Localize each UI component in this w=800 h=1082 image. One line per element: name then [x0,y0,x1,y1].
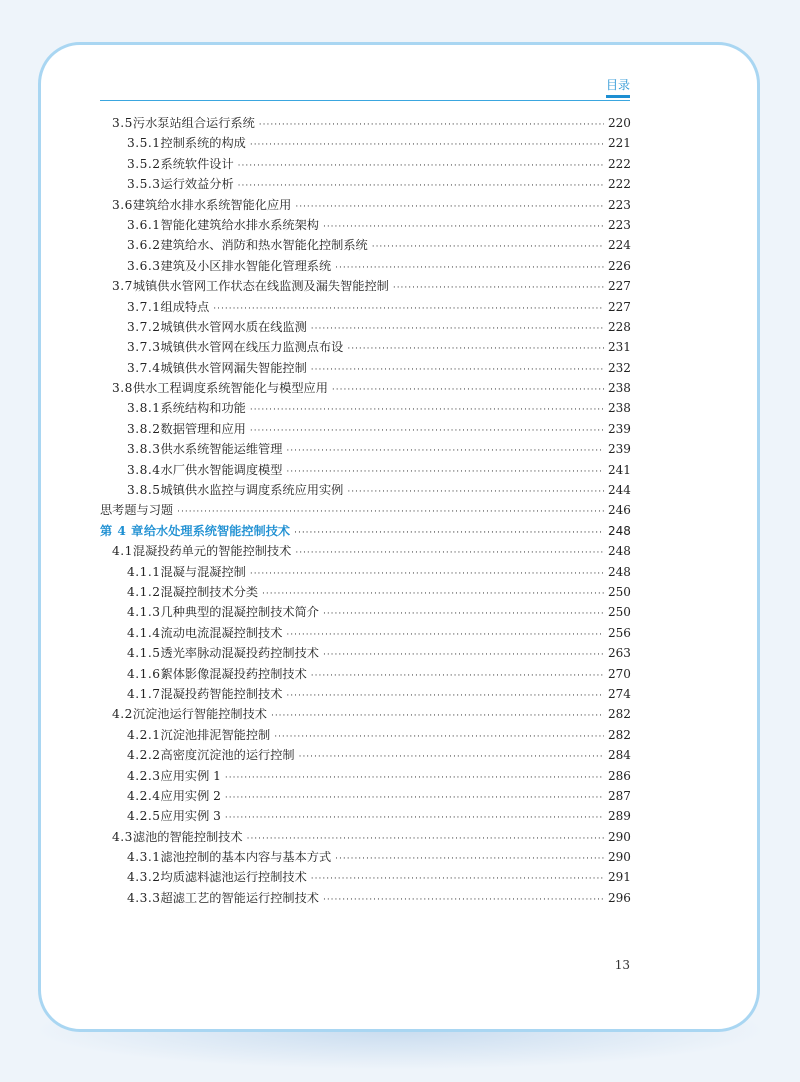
toc-page: 223 [608,197,631,212]
toc-leader-dots [335,263,604,273]
toc-row[interactable] [100,746,630,766]
toc-number: 3.6 [112,197,133,212]
toc-leader-dots [259,120,604,130]
toc-row[interactable] [100,767,630,787]
toc-page: 248 [608,523,631,538]
toc-row[interactable] [100,236,630,256]
toc-leader-dots [225,793,604,803]
toc-number: 4.1.3 [127,605,161,620]
toc-row[interactable] [100,399,630,419]
toc-page: 250 [608,605,631,620]
toc-title: 混凝投药智能控制技术 [160,686,283,701]
toc-number: 4.3 [112,829,133,844]
toc-number: 4.2.1 [127,727,161,742]
toc-page: 241 [608,462,631,477]
toc-page: 239 [608,421,631,436]
toc-title: 城镇供水管网在线压力监测点布设 [160,340,344,355]
toc-row[interactable] [100,603,630,623]
toc-number: 4.1 [112,544,133,559]
toc-title: 城镇供水管网漏失智能控制 [160,360,307,375]
toc-row[interactable] [100,155,630,175]
toc-title: 超滤工艺的智能运行控制技术 [160,890,319,905]
toc-title: 混凝与混凝控制 [160,564,246,579]
toc-title: 应用实例 2 [160,788,221,803]
toc-title: 高密度沉淀池的运行控制 [160,748,295,763]
header-label: 目录 [606,76,630,98]
toc-title: 城镇供水管网水质在线监测 [160,319,307,334]
toc-title: 滤池的智能控制技术 [132,829,243,844]
toc-title: 污水泵站组合运行系统 [132,116,255,130]
toc-title: 建筑及小区排水智能化管理系统 [160,258,332,273]
toc-row[interactable] [100,685,630,705]
toc-leader-dots [295,202,604,212]
toc-row[interactable] [100,889,630,909]
toc-number: 3.8.1 [127,401,161,416]
page-number: 13 [614,958,630,972]
toc-page: 227 [608,299,631,314]
toc-leader-dots [372,242,604,252]
toc-row[interactable] [100,359,630,379]
toc-leader-dots [323,222,604,232]
toc-number: 4.2 [112,707,133,722]
toc-page: 238 [608,401,631,416]
toc-leader-dots [177,507,604,517]
toc-page: 296 [608,890,631,905]
toc-row[interactable] [100,848,630,868]
toc-leader-dots [271,711,604,721]
toc-title: 滤池控制的基本内容与基本方式 [160,850,332,865]
toc-page: 246 [608,503,631,518]
toc-row[interactable] [100,644,630,664]
toc-leader-dots [323,609,604,619]
toc-page: 232 [608,360,631,375]
toc-leader-dots [299,752,604,762]
toc-title: 絮体影像混凝投药控制技术 [160,666,307,681]
toc-leader-dots [332,385,604,395]
toc-number: 3.5.2 [127,156,161,171]
toc-title: 城镇供水管网工作状态在线监测及漏失智能控制 [132,279,389,294]
toc-leader-dots [295,548,604,558]
toc-number: 4.1.2 [127,584,161,599]
toc-page: 289 [608,809,631,824]
toc-number: 4.1.5 [127,646,161,661]
toc-page: 284 [608,748,631,763]
toc-page: 244 [608,483,631,498]
toc-number: 3.5 [112,116,133,130]
toc-row[interactable] [100,868,630,888]
toc-leader-dots [225,773,604,783]
toc-row[interactable] [100,461,630,481]
toc-page: 274 [608,686,631,701]
toc-chapter-row[interactable] [100,522,630,542]
toc-row[interactable] [100,583,630,603]
toc-leader-dots [393,283,604,293]
toc-row[interactable] [100,542,630,562]
toc-number: 3.6.3 [127,258,161,273]
toc-number: 4.1.1 [127,564,161,579]
toc-page: 238 [608,381,631,396]
toc-number: 3.7.2 [127,319,161,334]
toc-row[interactable] [100,277,630,297]
toc-leader-dots [250,140,604,150]
toc-title: 水厂供水智能调度模型 [160,462,283,477]
toc-leader-dots [213,304,604,314]
toc-title: 透光率脉动混凝投药控制技术 [160,646,319,661]
toc-leader-dots [274,732,604,742]
toc-page: 286 [608,768,631,783]
toc-number: 4.1.6 [127,666,161,681]
toc-title: 系统软件设计 [160,156,234,171]
toc-page: 248 [608,544,631,559]
toc-number: 4.1.7 [127,686,161,701]
toc-title: 沉淀池运行智能控制技术 [132,707,267,722]
toc-number: 4.2.4 [127,788,161,803]
toc-leader-dots [250,405,604,415]
toc-title: 城镇供水监控与调度系统应用实例 [160,483,344,498]
toc-row[interactable] [100,501,630,521]
toc-title: 组成特点 [160,299,210,314]
toc-row[interactable] [100,807,630,827]
toc-title: 建筑给水、消防和热水智能化控制系统 [160,238,368,253]
toc-number: 3.7.4 [127,360,161,375]
toc-number: 4.2.5 [127,809,161,824]
toc-row[interactable] [100,726,630,746]
toc-page: 287 [608,788,631,803]
toc-page: 248 [608,564,631,579]
toc-page: 290 [608,850,631,865]
toc-title: 应用实例 1 [160,768,221,783]
toc-number: 4.3.3 [127,890,161,905]
toc-number: 3.5.3 [127,177,161,192]
toc-row[interactable] [100,665,630,685]
toc-page: 224 [608,238,631,253]
toc-page: 282 [608,727,631,742]
toc-page: 226 [608,258,631,273]
toc-title: 运行效益分析 [160,177,234,192]
toc-number: 4.3.2 [127,870,161,885]
toc-row[interactable] [100,134,630,154]
toc-page: 282 [608,707,631,722]
toc-title: 思考题与习题 [100,503,174,518]
toc-leader-dots [247,834,604,844]
toc-row[interactable] [100,298,630,318]
toc-number: 3.8.2 [127,421,161,436]
toc-leader-dots [286,467,604,477]
toc-leader-dots [335,854,604,864]
toc-page: 231 [608,340,631,355]
toc-leader-dots [311,671,604,681]
toc-title: 几种典型的混凝控制技术简介 [160,605,319,620]
toc-row[interactable] [100,379,630,399]
toc-title: 均质滤料滤池运行控制技术 [160,870,307,885]
toc-number: 3.7.1 [127,299,161,314]
toc-title: 给水处理系统智能控制技术 [143,523,291,538]
toc-row[interactable] [100,175,630,195]
toc-title: 供水工程调度系统智能化与模型应用 [132,381,328,396]
toc-page: 227 [608,279,631,294]
toc-title: 建筑给水排水系统智能化应用 [132,197,292,212]
toc-number: 4.3.1 [127,850,161,865]
toc-page: 221 [608,136,631,151]
toc-leader-dots [286,630,604,640]
toc-title: 混凝控制技术分类 [160,584,259,599]
toc-page: 220 [608,116,631,130]
toc-leader-dots [347,487,604,497]
toc-number: 3.5.1 [127,136,161,151]
toc-leader-dots [286,446,604,456]
toc-leader-dots [250,426,604,436]
toc-leader-dots [250,569,604,579]
toc-row[interactable] [100,440,630,460]
toc-leader-dots [311,874,604,884]
toc-title: 混凝投药单元的智能控制技术 [132,544,292,559]
toc-page: 291 [608,870,631,885]
toc-page: 270 [608,666,631,681]
toc-title: 系统结构和功能 [160,401,246,416]
toc-title: 智能化建筑给水排水系统架构 [160,217,319,232]
toc-leader-dots [225,813,604,823]
toc-row[interactable] [100,420,630,440]
toc-page: 290 [608,829,631,844]
toc-leader-dots [311,365,604,375]
toc-row[interactable] [100,338,630,358]
toc-leader-dots [347,344,604,354]
running-header [100,76,630,101]
toc-number: 3.7.3 [127,340,161,355]
toc-number: 3.6.1 [127,217,161,232]
toc-row[interactable] [100,481,630,501]
toc-row[interactable] [100,196,630,216]
toc-number: 4.2.2 [127,748,161,763]
toc-row[interactable] [100,705,630,725]
toc-row[interactable] [100,114,630,134]
toc-page: 222 [608,156,631,171]
toc-title: 沉淀池排泥智能控制 [160,727,271,742]
toc-row[interactable] [100,787,630,807]
toc-number: 3.7 [112,279,133,294]
toc-title: 流动电流混凝控制技术 [160,625,283,640]
toc-page: 223 [608,217,631,232]
toc-number: 4.2.3 [127,768,161,783]
toc-leader-dots [311,324,604,334]
toc-number: 3.8 [112,381,133,396]
table-of-contents [100,114,630,909]
toc-title: 供水系统智能运维管理 [160,442,283,457]
toc-page: 222 [608,177,631,192]
toc-row[interactable] [100,828,630,848]
toc-leader-dots [262,589,604,599]
toc-leader-dots [323,650,604,660]
toc-leader-dots [238,181,604,191]
toc-leader-dots [323,895,604,905]
toc-number: 3.8.5 [127,483,161,498]
toc-number: 3.6.2 [127,238,161,253]
toc-row[interactable] [100,563,630,583]
toc-number: 4.1.4 [127,625,161,640]
toc-title: 控制系统的构成 [160,136,246,151]
toc-leader-dots [294,528,604,538]
toc-title: 应用实例 3 [160,809,221,824]
toc-page: 256 [608,625,631,640]
toc-row[interactable] [100,318,630,338]
toc-page: 228 [608,319,631,334]
toc-row[interactable] [100,624,630,644]
toc-row[interactable] [100,257,630,277]
toc-title: 数据管理和应用 [160,421,246,436]
toc-number: 第 4 章 [100,523,144,538]
toc-number: 3.8.3 [127,442,161,457]
toc-page: 239 [608,442,631,457]
toc-leader-dots [238,161,604,171]
toc-number: 3.8.4 [127,462,161,477]
toc-leader-dots [286,691,604,701]
toc-row[interactable] [100,216,630,236]
toc-page: 263 [608,646,631,661]
toc-page: 250 [608,584,631,599]
